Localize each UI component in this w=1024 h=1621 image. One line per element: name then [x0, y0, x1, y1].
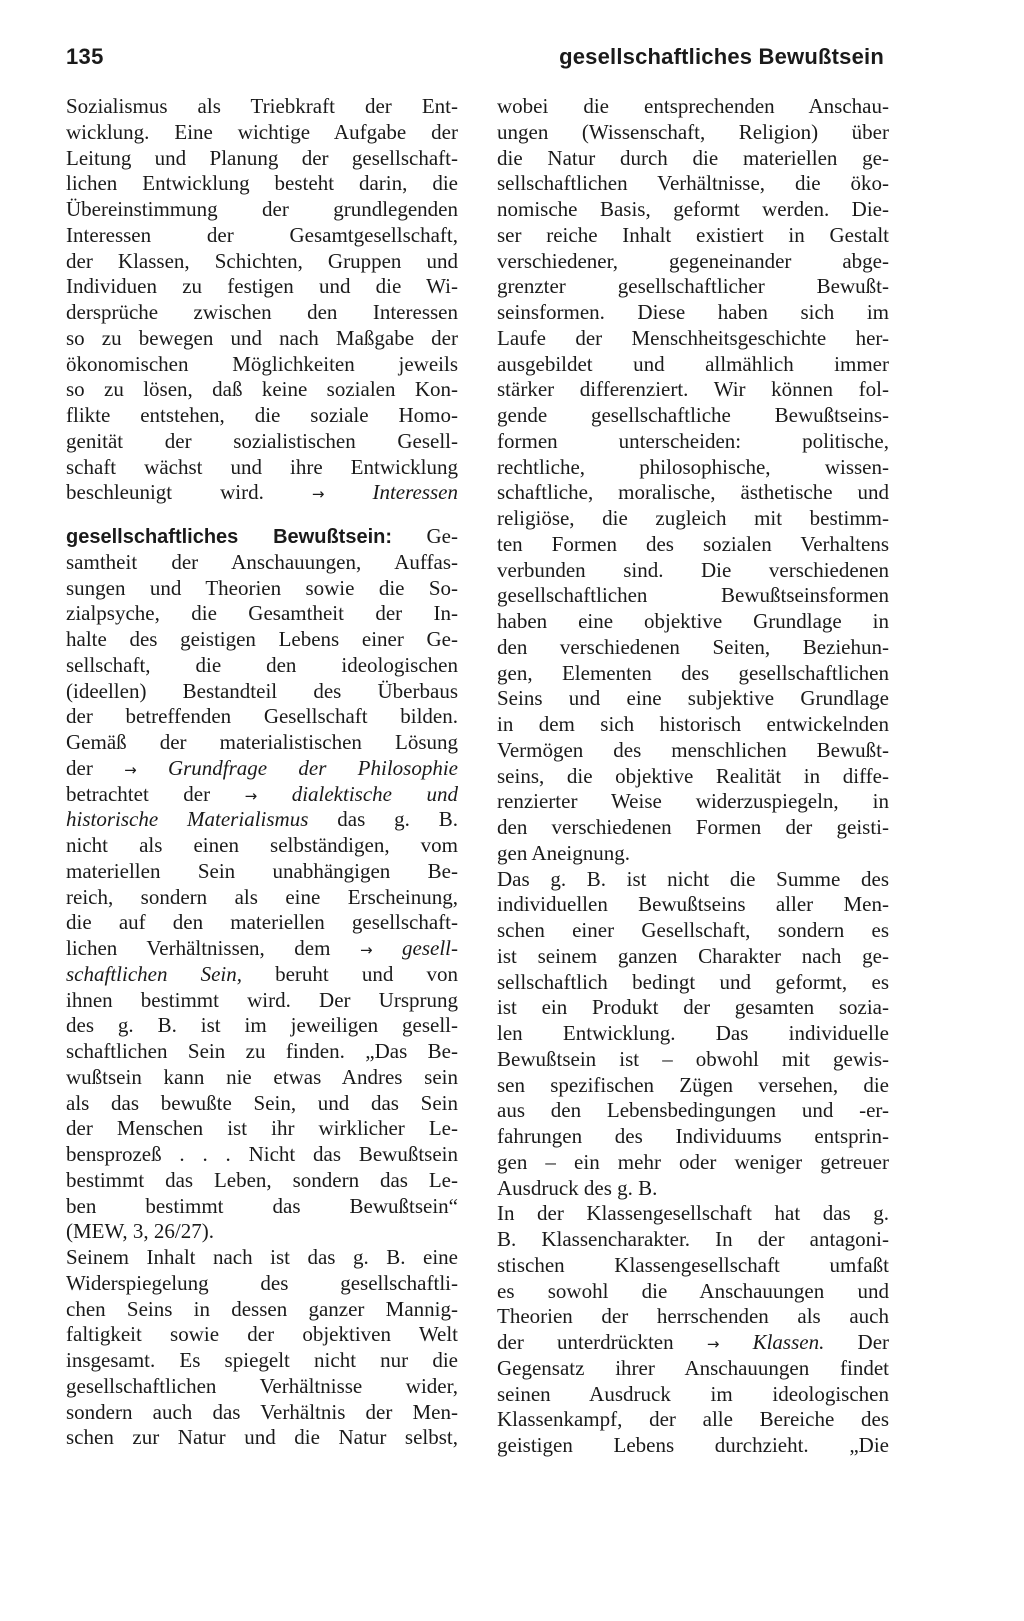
text-line: [497, 1073, 889, 1099]
text-segment: die auf den materiellen gesellschaft-: [66, 910, 458, 935]
text-segment: samtheit der Anschauungen, Auffas-: [66, 549, 458, 574]
cross-reference: Grundfrage der Philosophie: [136, 755, 458, 780]
text-line: [66, 782, 458, 808]
text-line: [497, 841, 889, 867]
text-segment: grenzter gesellschaftlicher Bewußt-: [497, 274, 889, 299]
text-line: [66, 403, 458, 429]
text-segment: In der Klassengesellschaft hat das g.: [497, 1201, 889, 1226]
text-segment: rechtliche, philosophische, wissen-: [497, 454, 889, 479]
text-segment: bestimmt das Leben, sondern das Le-: [66, 1167, 458, 1192]
text-segment: stischen Klassengesellschaft umfaßt: [497, 1252, 889, 1277]
text-segment: der Klassen, Schichten, Gruppen und: [66, 248, 458, 273]
text-segment: Sozialismus als Triebkraft der Ent-: [66, 94, 458, 118]
text-line: [497, 1021, 889, 1047]
text-segment: B. Klassencharakter. In der antagoni-: [497, 1227, 889, 1251]
text-line: [497, 609, 889, 635]
text-line: [66, 249, 458, 275]
text-line: [497, 635, 889, 661]
text-line: [66, 1194, 458, 1220]
text-segment: schaftliche, moralische, ästhetische und: [497, 480, 889, 505]
text-line: [66, 94, 458, 120]
text-line: [66, 576, 458, 602]
text-segment: das g. B.: [308, 807, 458, 832]
text-segment: verbunden sind. Die verschiedenen: [497, 557, 889, 582]
text-line: [497, 1150, 889, 1176]
text-segment: gesellschaftlichen Bewußtseinsformen: [497, 583, 889, 608]
text-segment: wobei die entsprechenden Anschau-: [497, 94, 889, 118]
text-segment: (MEW, 3, 26/27).: [66, 1219, 214, 1244]
text-segment: seinen Ausdruck im ideologischen: [497, 1381, 889, 1406]
text-line: [66, 223, 458, 249]
text-line: [66, 274, 458, 300]
text-segment: gende gesellschaftliche Bewußtseins-: [497, 403, 889, 427]
text-segment: ökonomischen Möglichkeiten jeweils: [66, 351, 458, 376]
text-line: [66, 300, 458, 326]
text-segment: Ausdruck des g. B.: [497, 1175, 658, 1200]
text-segment: Seins und eine subjektive Grundlage: [497, 686, 889, 711]
cross-reference: dialektische und: [257, 781, 458, 806]
text-line: [497, 1304, 889, 1330]
text-line: [497, 403, 889, 429]
text-segment: religiöse, die zugleich mit bestimm-: [497, 506, 889, 530]
text-segment: der betreffenden Gesellschaft bilden.: [66, 704, 458, 729]
text-segment: ihnen bestimmt wird. Der Ursprung: [66, 987, 458, 1012]
text-line: [66, 455, 458, 481]
text-segment: Individuen zu festigen und die Wi-: [66, 274, 458, 299]
text-segment: schen zur Natur und die Natur selbst,: [66, 1425, 458, 1450]
text-line: [497, 867, 889, 893]
text-segment: ungen (Wissenschaft, Religion) über: [497, 119, 889, 144]
cross-reference: Interessen: [324, 480, 458, 505]
right-text-column: [497, 94, 889, 1459]
text-line: [497, 686, 889, 712]
text-segment: der unterdrückten: [497, 1330, 707, 1354]
text-segment: nomische Basis, geformt werden. Die-: [497, 197, 889, 221]
text-line: [497, 146, 889, 172]
cross-reference: schaftlichen Sein,: [66, 961, 242, 986]
text-segment: reich, sondern als eine Erscheinung,: [66, 884, 458, 909]
arrow-right-icon: →: [359, 941, 373, 959]
text-segment: geistigen Lebens durchzieht. „Die: [497, 1433, 889, 1457]
text-segment: Theorien der herrschenden als auch: [497, 1304, 889, 1329]
text-line: [66, 1348, 458, 1374]
text-segment: Widerspiegelung des gesellschaftli-: [66, 1270, 458, 1295]
text-segment: seins, die objektive Realität in diffe-: [497, 763, 889, 788]
text-segment: aus den Lebensbedingungen und -er-: [497, 1098, 889, 1123]
text-segment: Ge-: [392, 524, 458, 548]
text-line: [66, 653, 458, 679]
text-line: [497, 197, 889, 223]
text-line: [497, 1253, 889, 1279]
text-line: [66, 704, 458, 730]
text-line: [66, 910, 458, 936]
text-line: [497, 1227, 889, 1253]
text-segment: halte des geistigen Lebens einer Ge-: [66, 627, 458, 651]
text-segment: so zu bewegen und nach Maßgabe der: [66, 325, 458, 350]
text-segment: Klassenkampf, der alle Bereiche des: [497, 1407, 889, 1432]
text-line: [497, 352, 889, 378]
text-segment: Laufe der Menschheitsgeschichte her-: [497, 325, 889, 350]
paragraph-gap: [66, 506, 458, 524]
text-line: [66, 1400, 458, 1426]
text-line: [66, 1425, 458, 1451]
text-segment: die Natur durch die materiellen ge-: [497, 145, 889, 170]
text-segment: in dem sich historisch entwickelnden: [497, 712, 889, 736]
text-segment: gen, Elementen des gesellschaftlichen: [497, 660, 889, 685]
text-segment: individuellen Bewußtseins aller Men-: [497, 892, 889, 917]
text-line: [66, 1116, 458, 1142]
text-line: [497, 171, 889, 197]
text-line: [497, 1176, 889, 1202]
text-line: [66, 550, 458, 576]
text-line: [66, 480, 458, 506]
text-line: [497, 970, 889, 996]
text-line: [497, 661, 889, 687]
text-segment: schaftlichen Sein zu finden. „Das Be-: [66, 1039, 458, 1063]
text-line: [66, 1322, 458, 1348]
entry-headword: gesellschaftliches Bewußtsein:: [66, 526, 393, 548]
text-segment: Gegensatz ihrer Anschauungen findet: [497, 1355, 889, 1380]
text-segment: ten Formen des sozialen Verhaltens: [497, 531, 889, 556]
text-line: [497, 1279, 889, 1305]
text-segment: beruht und von: [242, 961, 458, 986]
text-segment: des g. B. ist im jeweiligen gesell-: [66, 1013, 458, 1038]
arrow-right-icon: →: [124, 760, 137, 779]
text-line: [66, 171, 458, 197]
text-line: [66, 756, 458, 782]
text-line: [66, 885, 458, 911]
text-line: [497, 892, 889, 918]
text-segment: ser reiche Inhalt existiert in Gestalt: [497, 222, 889, 247]
text-segment: Übereinstimmung der grundlegenden: [66, 197, 458, 221]
text-segment: ist ein Produkt der gesamten sozia-: [497, 995, 889, 1020]
text-line: [66, 936, 458, 962]
text-line: [497, 789, 889, 815]
text-segment: renzierter Weise widerzuspiegeln, in: [497, 789, 889, 814]
text-segment: sellschaftlich bedingt und geformt, es: [497, 969, 889, 994]
text-line: [497, 94, 889, 120]
text-segment: insgesamt. Es spiegelt nicht nur die: [66, 1348, 458, 1372]
text-segment: ausgebildet und allmählich immer: [497, 351, 889, 376]
running-head: gesellschaftliches Bewußtsein: [559, 44, 884, 69]
text-line: [66, 197, 458, 223]
text-segment: ist seinem ganzen Charakter nach ge-: [497, 943, 889, 968]
text-line: [66, 377, 458, 403]
text-line: [497, 1047, 889, 1073]
text-segment: lichen Entwicklung besteht darin, die: [66, 171, 458, 196]
text-segment: der: [66, 755, 125, 780]
text-segment: sellschaft, die den ideologischen: [66, 652, 458, 677]
text-segment: es sowohl die Anschauungen und: [497, 1278, 889, 1303]
text-segment: Bewußtsein ist – obwohl mit gewis-: [497, 1046, 889, 1071]
text-line: [66, 807, 458, 833]
text-line: [497, 480, 889, 506]
text-segment: (ideellen) Bestandteil des Überbaus: [66, 678, 458, 703]
text-line: [66, 679, 458, 705]
text-line: [497, 1407, 889, 1433]
text-segment: faltigkeit sowie der objektiven Welt: [66, 1322, 458, 1347]
text-line: [66, 352, 458, 378]
text-line: [66, 1091, 458, 1117]
text-segment: flikte entstehen, die soziale Homo-: [66, 403, 458, 427]
arrow-right-icon: →: [706, 1335, 720, 1353]
text-line: [497, 429, 889, 455]
text-segment: zialpsyche, die Gesamtheit der In-: [66, 601, 458, 626]
text-segment: dersprüche zwischen den Interessen: [66, 300, 458, 324]
text-line: [66, 1142, 458, 1168]
text-segment: der Menschen ist ihr wirklicher Le-: [66, 1116, 458, 1141]
text-line: [66, 1245, 458, 1271]
text-line: [66, 833, 458, 859]
text-line: [497, 506, 889, 532]
text-line: [497, 1330, 889, 1356]
text-segment: chen Seins in dessen ganzer Mannig-: [66, 1296, 458, 1321]
text-segment: Interessen der Gesamtgesellschaft,: [66, 222, 458, 247]
text-line: [66, 859, 458, 885]
text-segment: Seinem Inhalt nach ist das g. B. eine: [66, 1245, 458, 1269]
text-line: [66, 988, 458, 1014]
text-segment: ben bestimmt das Bewußtsein“: [66, 1193, 458, 1218]
text-segment: sondern auch das Verhältnis der Men-: [66, 1399, 458, 1424]
text-segment: gesellschaftlichen Verhältnisse wider,: [66, 1373, 458, 1398]
text-segment: seinsformen. Diese haben sich im: [497, 300, 889, 324]
text-line: [497, 583, 889, 609]
text-segment: wußtsein kann nie etwas Andres sein: [66, 1064, 458, 1089]
text-line: [497, 815, 889, 841]
text-line: [66, 146, 458, 172]
text-line: [497, 764, 889, 790]
text-line: [66, 962, 458, 988]
arrow-right-icon: →: [311, 485, 325, 504]
text-segment: schen einer Gesellschaft, sondern es: [497, 918, 889, 942]
text-segment: den verschiedenen Seiten, Beziehun-: [497, 634, 889, 659]
text-segment: bensprozeß . . . Nicht das Bewußtsein: [66, 1142, 458, 1166]
text-line: [66, 1065, 458, 1091]
text-line: [66, 1219, 458, 1245]
text-segment: wicklung. Eine wichtige Aufgabe der: [66, 119, 458, 144]
text-segment: gen – ein mehr oder weniger getreuer: [497, 1149, 889, 1174]
text-segment: Gemäß der materialistischen Lösung: [66, 730, 458, 754]
text-segment: Das g. B. ist nicht die Summe des: [497, 866, 889, 891]
text-segment: Leitung und Planung der gesellschaft-: [66, 145, 458, 170]
left-text-column: [66, 94, 458, 1451]
arrow-right-icon: →: [244, 786, 258, 805]
text-line: [497, 326, 889, 352]
text-segment: formen unterscheiden: politische,: [497, 428, 889, 453]
text-segment: sellschaftlichen Verhältnisse, die öko-: [497, 171, 889, 196]
text-segment: als das bewußte Sein, und das Sein: [66, 1090, 458, 1115]
text-line: [497, 918, 889, 944]
text-line: [66, 601, 458, 627]
text-line: [497, 223, 889, 249]
text-line: [66, 1039, 458, 1065]
text-line: [497, 1098, 889, 1124]
cross-reference: Klassen.: [719, 1330, 825, 1354]
text-segment: stärker differenziert. Wir können fol-: [497, 377, 889, 402]
text-segment: materiellen Sein unabhängigen Be-: [66, 858, 458, 883]
text-segment: fahrungen des Individuums entsprin-: [497, 1124, 889, 1148]
text-line: [497, 995, 889, 1021]
text-line: [497, 1201, 889, 1227]
text-line: [497, 944, 889, 970]
text-segment: sungen und Theorien sowie die So-: [66, 575, 458, 600]
text-segment: den verschiedenen Formen der geisti-: [497, 815, 889, 839]
text-line: [66, 730, 458, 756]
text-line: [497, 249, 889, 275]
text-segment: genität der sozialistischen Gesell-: [66, 428, 458, 453]
text-line: [66, 1297, 458, 1323]
text-line: [66, 627, 458, 653]
text-segment: Der: [824, 1330, 890, 1354]
text-line: [497, 1356, 889, 1382]
text-segment: beschleunigt wird.: [66, 480, 312, 505]
text-segment: betrachtet der: [66, 781, 245, 806]
text-segment: lichen Verhältnissen, dem: [66, 936, 360, 960]
text-line: [66, 429, 458, 455]
text-line: [66, 1374, 458, 1400]
text-segment: so zu lösen, daß keine sozialen Kon-: [66, 377, 458, 402]
cross-reference: historische Materialismus: [66, 807, 309, 832]
text-segment: sen spezifischen Zügen versehen, die: [497, 1072, 889, 1097]
text-line: [66, 120, 458, 146]
text-segment: schaft wächst und ihre Entwicklung: [66, 454, 458, 479]
text-segment: haben eine objektive Grundlage in: [497, 609, 889, 633]
text-line: [497, 455, 889, 481]
text-line: [66, 524, 458, 550]
text-line: [497, 558, 889, 584]
text-segment: gen Aneignung.: [497, 840, 630, 865]
text-line: [66, 1271, 458, 1297]
text-line: [497, 1382, 889, 1408]
text-line: [497, 300, 889, 326]
text-line: [66, 326, 458, 352]
text-line: [66, 1168, 458, 1194]
text-line: [497, 738, 889, 764]
page-number: 135: [66, 44, 104, 69]
text-line: [497, 1124, 889, 1150]
text-line: [497, 274, 889, 300]
text-segment: len Entwicklung. Das individuelle: [497, 1021, 889, 1045]
text-segment: verschiedener, gegeneinander abge-: [497, 248, 889, 273]
text-line: [497, 120, 889, 146]
text-line: [497, 1433, 889, 1459]
text-line: [497, 377, 889, 403]
text-segment: Vermögen des menschlichen Bewußt-: [497, 737, 889, 762]
text-line: [497, 712, 889, 738]
text-line: [66, 1013, 458, 1039]
text-line: [497, 532, 889, 558]
cross-reference: gesell-: [372, 936, 458, 960]
text-segment: nicht als einen selbständigen, vom: [66, 833, 458, 857]
